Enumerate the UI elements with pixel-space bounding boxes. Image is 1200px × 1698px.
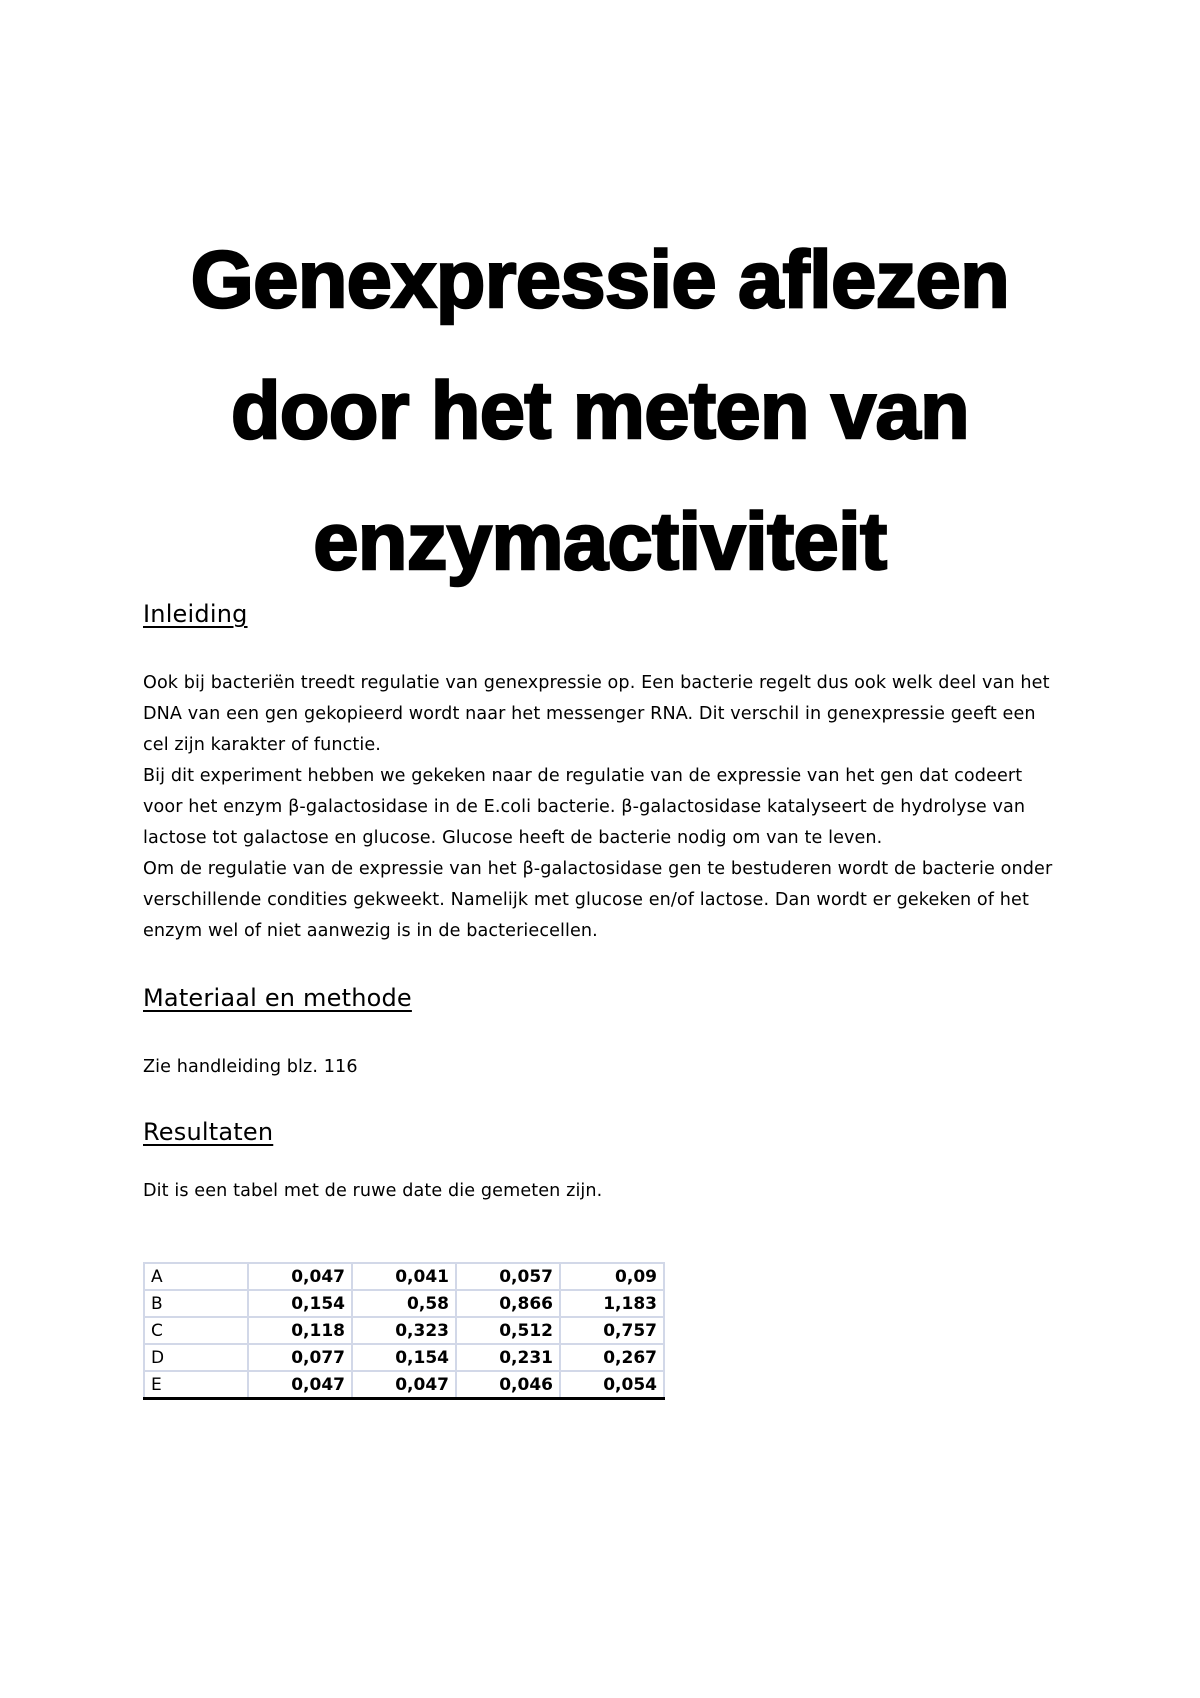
methods-heading: Materiaal en methode (143, 984, 412, 1012)
table-cell: 0,231 (456, 1344, 560, 1371)
intro-line: verschillende condities gekweekt. Namelijk met glucose en/of lactose. Dan wordt er gekeken of het (143, 890, 1029, 910)
table-row (144, 1263, 664, 1290)
row-label: B (144, 1290, 248, 1317)
results-text: Dit is een tabel met de ruwe date die gemeten zijn. (143, 1181, 603, 1201)
row-label: D (144, 1344, 248, 1371)
table-cell: 0,154 (352, 1344, 456, 1371)
intro-line: enzym wel of niet aanwezig is in de bacteriecellen. (143, 921, 598, 941)
table-cell: 0,267 (560, 1344, 664, 1371)
table-cell: 0,047 (248, 1263, 352, 1290)
intro-line: DNA van een gen gekopieerd wordt naar het messenger RNA. Dit verschil in genexpressie geeft een (143, 704, 1036, 724)
table-cell: 0,041 (352, 1263, 456, 1290)
table-cell: 0,512 (456, 1317, 560, 1344)
table-cell: 0,866 (456, 1290, 560, 1317)
table-cell: 0,054 (560, 1371, 664, 1399)
intro-line: Om de regulatie van de expressie van het β-galactosidase gen te bestuderen wordt de bacterie onder (143, 859, 1053, 879)
table-row (144, 1317, 664, 1344)
title-line-1: Genexpressie aflezen (190, 235, 1010, 325)
table-cell: 0,046 (456, 1371, 560, 1399)
table-cell: 0,047 (352, 1371, 456, 1399)
table-row (144, 1371, 664, 1399)
table-cell: 0,323 (352, 1317, 456, 1344)
intro-line: Bij dit experiment hebben we gekeken naar de regulatie van de expressie van het gen dat codeert (143, 766, 1023, 786)
table-cell: 1,183 (560, 1290, 664, 1317)
intro-line: lactose tot galactose en glucose. Glucose heeft de bacterie nodig om van te leven. (143, 828, 883, 848)
table-row (144, 1290, 664, 1317)
table-cell: 0,154 (248, 1290, 352, 1317)
table-cell: 0,077 (248, 1344, 352, 1371)
row-label: C (144, 1317, 248, 1344)
table-cell: 0,58 (352, 1290, 456, 1317)
intro-heading: Inleiding (143, 600, 248, 628)
row-label: A (144, 1263, 248, 1290)
title-line-3: enzymactiviteit (313, 497, 887, 587)
intro-line: cel zijn karakter of functie. (143, 735, 381, 755)
intro-paragraph (143, 668, 1103, 947)
table-cell: 0,047 (248, 1371, 352, 1399)
table-cell: 0,057 (456, 1263, 560, 1290)
intro-line: voor het enzym β-galactosidase in de E.coli bacterie. β-galactosidase katalyseert de hydrolyse van (143, 797, 1026, 817)
table-row (144, 1344, 664, 1371)
row-label: E (144, 1371, 248, 1399)
results-table (143, 1262, 665, 1400)
table-cell: 0,118 (248, 1317, 352, 1344)
results-heading: Resultaten (143, 1118, 274, 1146)
table-cell: 0,757 (560, 1317, 664, 1344)
table-cell: 0,09 (560, 1263, 664, 1290)
title-line-2: door het meten van (230, 366, 970, 456)
methods-text: Zie handleiding blz. 116 (143, 1057, 358, 1077)
intro-line: Ook bij bacteriën treedt regulatie van genexpressie op. Een bacterie regelt dus ook welk deel van het (143, 673, 1050, 693)
document-title (100, 215, 1100, 608)
